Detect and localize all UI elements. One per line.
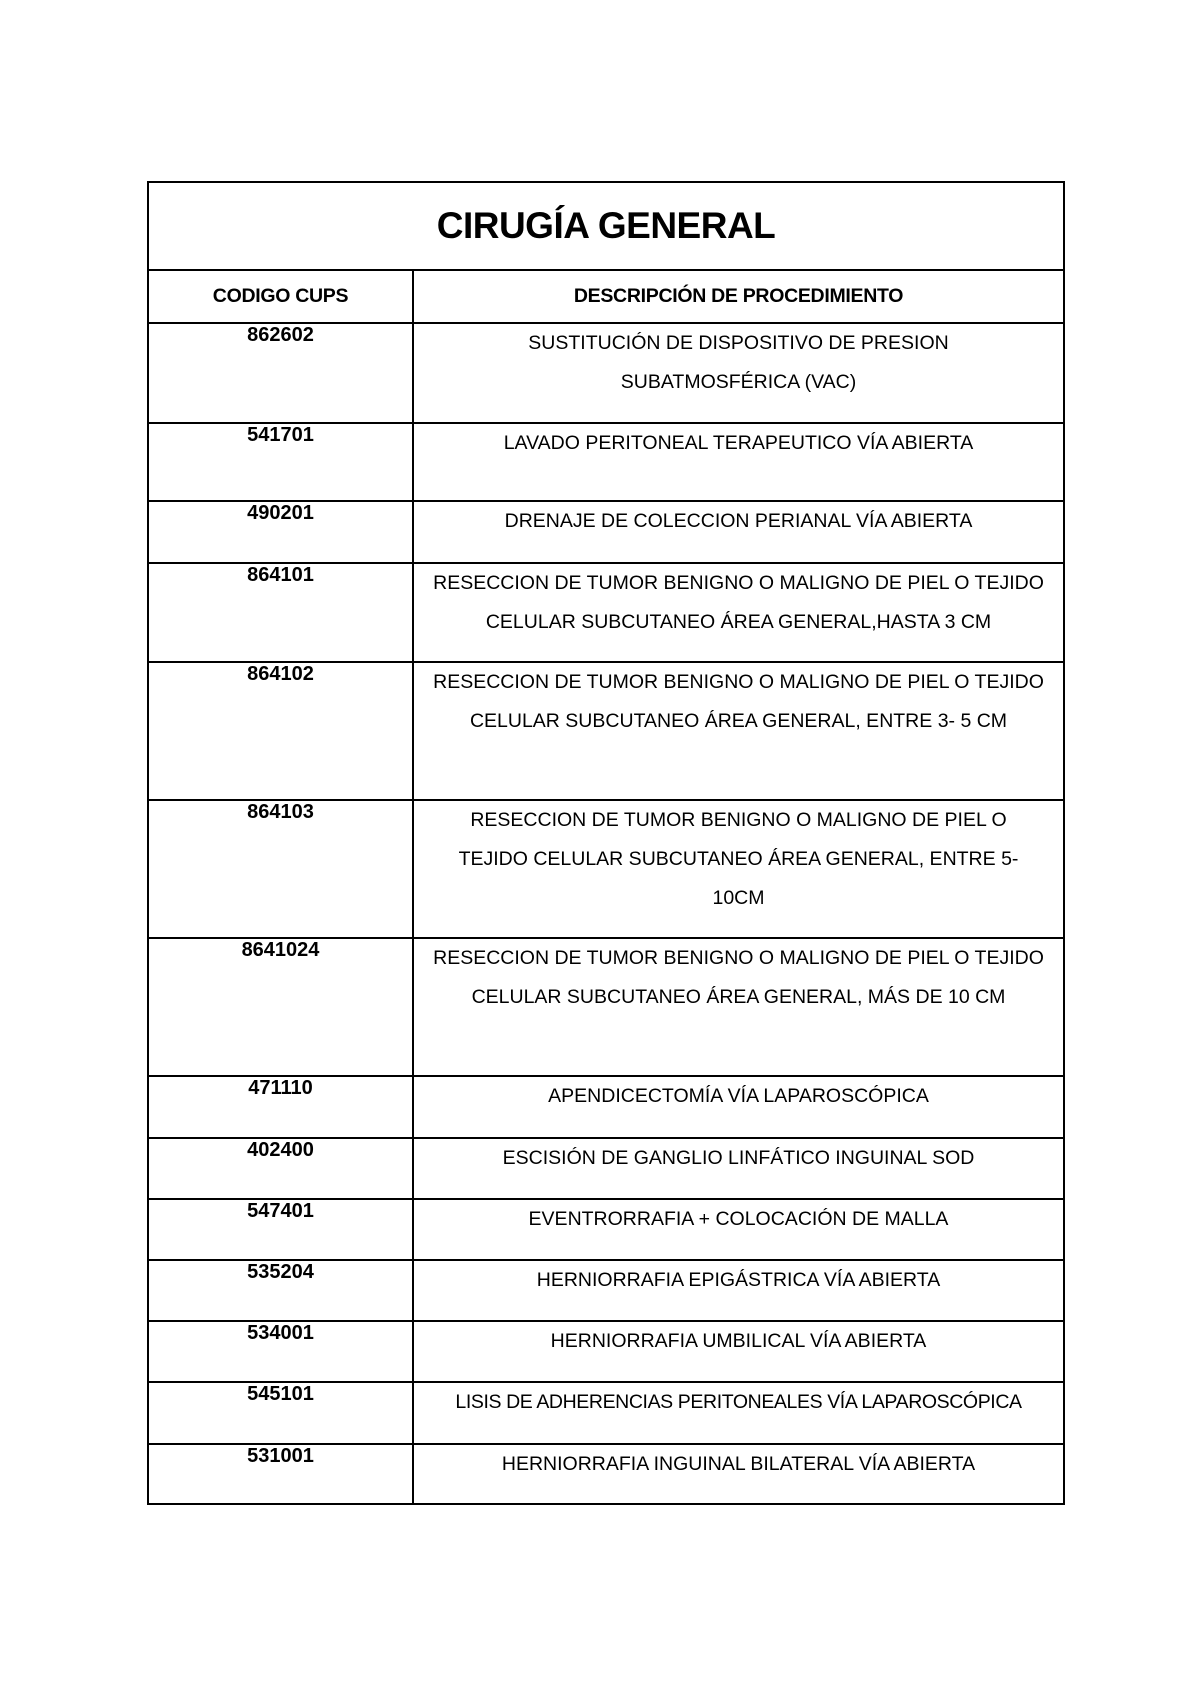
table-row [148, 323, 1064, 423]
procedure-description: RESECCION DE TUMOR BENIGNO O MALIGNO DE PIEL O TEJIDO CELULAR SUBCUTANEO ÁREA GENERAL, MÁS DE 10 CM [413, 938, 1064, 1076]
table-row [148, 563, 1064, 662]
procedure-code: 545101 [148, 1382, 413, 1444]
table-row [148, 662, 1064, 800]
procedures-table [147, 181, 1065, 1505]
procedure-description: LISIS DE ADHERENCIAS PERITONEALES VÍA LAPAROSCÓPICA [413, 1382, 1064, 1444]
table-row [148, 1321, 1064, 1382]
procedure-description: EVENTRORRAFIA + COLOCACIÓN DE MALLA [413, 1199, 1064, 1260]
table-row [148, 800, 1064, 938]
table-row [148, 1260, 1064, 1321]
procedure-code: 490201 [148, 501, 413, 563]
procedure-description: HERNIORRAFIA UMBILICAL VÍA ABIERTA [413, 1321, 1064, 1382]
procedure-code: 531001 [148, 1444, 413, 1504]
table-title-row [148, 182, 1064, 270]
procedure-description: SUSTITUCIÓN DE DISPOSITIVO DE PRESION SUBATMOSFÉRICA (VAC) [413, 323, 1064, 423]
procedure-description: DRENAJE DE COLECCION PERIANAL VÍA ABIERTA [413, 501, 1064, 563]
table-row [148, 423, 1064, 501]
procedure-code: 547401 [148, 1199, 413, 1260]
procedure-code: 864102 [148, 662, 413, 800]
table-row [148, 1138, 1064, 1199]
procedure-code: 864103 [148, 800, 413, 938]
procedure-description: APENDICECTOMÍA VÍA LAPAROSCÓPICA [413, 1076, 1064, 1138]
table-row [148, 1382, 1064, 1444]
procedure-code: 534001 [148, 1321, 413, 1382]
procedure-code: 8641024 [148, 938, 413, 1076]
procedure-code: 862602 [148, 323, 413, 423]
table-row [148, 1444, 1064, 1504]
procedure-description: RESECCION DE TUMOR BENIGNO O MALIGNO DE PIEL O TEJIDO CELULAR SUBCUTANEO ÁREA GENERAL,HASTA 3 CM [413, 563, 1064, 662]
procedure-description: RESECCION DE TUMOR BENIGNO O MALIGNO DE PIEL O TEJIDO CELULAR SUBCUTANEO ÁREA GENERAL, ENTRE 5-10CM [413, 800, 1064, 938]
procedure-code: 864101 [148, 563, 413, 662]
procedure-code: 535204 [148, 1260, 413, 1321]
table-header-row [148, 270, 1064, 323]
header-description: DESCRIPCIÓN DE PROCEDIMIENTO [413, 270, 1064, 323]
procedure-description: ESCISIÓN DE GANGLIO LINFÁTICO INGUINAL SOD [413, 1138, 1064, 1199]
procedure-code: 541701 [148, 423, 413, 501]
procedure-code: 471110 [148, 1076, 413, 1138]
table-row [148, 1199, 1064, 1260]
procedure-description: HERNIORRAFIA EPIGÁSTRICA VÍA ABIERTA [413, 1260, 1064, 1321]
table-row [148, 1076, 1064, 1138]
procedure-description: RESECCION DE TUMOR BENIGNO O MALIGNO DE PIEL O TEJIDO CELULAR SUBCUTANEO ÁREA GENERAL, ENTRE 3- 5 CM [413, 662, 1064, 800]
procedure-description: HERNIORRAFIA INGUINAL BILATERAL VÍA ABIERTA [413, 1444, 1064, 1504]
table-row [148, 938, 1064, 1076]
table-title: CIRUGÍA GENERAL [148, 182, 1064, 270]
procedure-code: 402400 [148, 1138, 413, 1199]
header-code: CODIGO CUPS [148, 270, 413, 323]
procedure-description: LAVADO PERITONEAL TERAPEUTICO VÍA ABIERTA [413, 423, 1064, 501]
table-row [148, 501, 1064, 563]
